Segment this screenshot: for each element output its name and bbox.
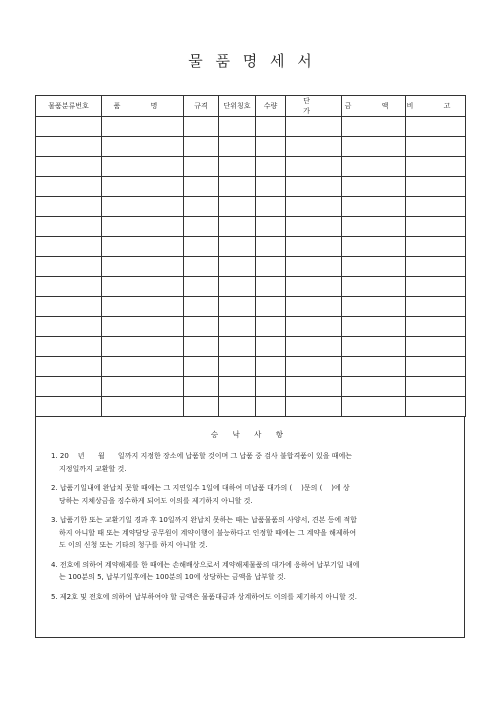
table-cell[interactable] bbox=[342, 157, 406, 177]
table-cell[interactable] bbox=[286, 357, 342, 377]
table-cell[interactable] bbox=[406, 397, 466, 417]
table-cell[interactable] bbox=[342, 117, 406, 137]
table-cell[interactable] bbox=[406, 317, 466, 337]
table-cell[interactable] bbox=[256, 297, 286, 317]
table-cell[interactable] bbox=[36, 117, 102, 137]
table-cell[interactable] bbox=[36, 197, 102, 217]
table-cell[interactable] bbox=[256, 357, 286, 377]
table-row bbox=[36, 297, 466, 317]
specification-form bbox=[35, 95, 465, 638]
table-cell[interactable] bbox=[36, 157, 102, 177]
table-cell[interactable] bbox=[219, 137, 256, 157]
table-cell[interactable] bbox=[184, 257, 219, 277]
table-cell[interactable] bbox=[36, 237, 102, 257]
clause-line: 도 이의 신청 또는 기타의 청구를 하지 아니할 것. bbox=[59, 541, 208, 549]
table-cell[interactable] bbox=[219, 197, 256, 217]
table-row bbox=[36, 157, 466, 177]
table-cell[interactable] bbox=[256, 177, 286, 197]
table-cell[interactable] bbox=[256, 137, 286, 157]
table-cell[interactable] bbox=[219, 157, 256, 177]
table-cell[interactable] bbox=[219, 357, 256, 377]
table-cell[interactable] bbox=[286, 177, 342, 197]
table-cell[interactable] bbox=[102, 377, 184, 397]
header-spec: 규격 bbox=[184, 96, 219, 117]
table-cell[interactable] bbox=[102, 357, 184, 377]
table-cell[interactable] bbox=[36, 337, 102, 357]
table-cell[interactable] bbox=[342, 197, 406, 217]
clause-line: 4. 전호에 의하여 계약해제를 한 때에는 손해배상으로서 계약해제물품의 대가에 응하여 납부기일 내에 bbox=[51, 560, 360, 569]
table-cell[interactable] bbox=[36, 137, 102, 157]
table-cell[interactable] bbox=[286, 377, 342, 397]
table-cell[interactable] bbox=[286, 237, 342, 257]
table-cell[interactable] bbox=[256, 197, 286, 217]
clause-line: 5. 제2호 및 전호에 의하여 납부하여야 할 금액은 물품대금과 상계하여도 이의를 제기하지 아니할 것. bbox=[51, 592, 358, 601]
terms-section bbox=[35, 417, 465, 638]
table-cell[interactable] bbox=[342, 377, 406, 397]
table-cell[interactable] bbox=[286, 297, 342, 317]
table-cell[interactable] bbox=[184, 117, 219, 137]
table-cell[interactable] bbox=[256, 157, 286, 177]
table-cell[interactable] bbox=[286, 137, 342, 157]
table-cell[interactable] bbox=[219, 117, 256, 137]
table-cell[interactable] bbox=[286, 277, 342, 297]
table-cell[interactable] bbox=[184, 277, 219, 297]
table-row bbox=[36, 337, 466, 357]
table-row bbox=[36, 217, 466, 237]
table-cell[interactable] bbox=[219, 177, 256, 197]
table-row bbox=[36, 197, 466, 217]
table-cell[interactable] bbox=[406, 137, 466, 157]
table-cell[interactable] bbox=[36, 177, 102, 197]
table-cell[interactable] bbox=[286, 217, 342, 237]
table-cell[interactable] bbox=[219, 317, 256, 337]
table-cell[interactable] bbox=[286, 397, 342, 417]
header-unit: 단위칭호 bbox=[219, 96, 256, 117]
table-cell[interactable] bbox=[342, 177, 406, 197]
table-cell[interactable] bbox=[342, 257, 406, 277]
table-cell[interactable] bbox=[102, 277, 184, 297]
table-cell[interactable] bbox=[184, 337, 219, 357]
table-cell[interactable] bbox=[256, 337, 286, 357]
table-cell[interactable] bbox=[184, 177, 219, 197]
page-title: 물 품 명 세 서 bbox=[188, 52, 316, 70]
table-cell[interactable] bbox=[184, 197, 219, 217]
table-cell[interactable] bbox=[406, 257, 466, 277]
table-cell[interactable] bbox=[184, 317, 219, 337]
table-cell[interactable] bbox=[286, 257, 342, 277]
table-row bbox=[36, 277, 466, 297]
table-cell[interactable] bbox=[102, 397, 184, 417]
table-cell[interactable] bbox=[102, 157, 184, 177]
table-cell[interactable] bbox=[406, 177, 466, 197]
header-row bbox=[36, 96, 466, 117]
clause-line: 하지 아니할 때 또는 계약담당 공무원이 계약이행이 불능하다고 인정할 때에는 그 계약을 해제하여 bbox=[59, 528, 357, 537]
table-cell[interactable] bbox=[102, 297, 184, 317]
table-cell[interactable] bbox=[102, 117, 184, 137]
table-cell[interactable] bbox=[406, 197, 466, 217]
table-cell[interactable] bbox=[219, 277, 256, 297]
table-cell[interactable] bbox=[184, 377, 219, 397]
table-cell[interactable] bbox=[342, 357, 406, 377]
table-cell[interactable] bbox=[406, 157, 466, 177]
table-cell[interactable] bbox=[342, 317, 406, 337]
table-cell[interactable] bbox=[36, 257, 102, 277]
table-cell[interactable] bbox=[102, 337, 184, 357]
table-row bbox=[36, 117, 466, 137]
clause-line: 당하는 지체상금을 징수하게 되어도 이의를 제기하지 아니할 것. bbox=[59, 496, 253, 505]
table-row bbox=[36, 377, 466, 397]
table-cell[interactable] bbox=[342, 277, 406, 297]
table-cell[interactable] bbox=[406, 377, 466, 397]
table-cell[interactable] bbox=[256, 257, 286, 277]
table-cell[interactable] bbox=[184, 297, 219, 317]
table-cell[interactable] bbox=[36, 317, 102, 337]
table-cell[interactable] bbox=[219, 217, 256, 237]
table-cell[interactable] bbox=[256, 377, 286, 397]
table-cell[interactable] bbox=[256, 397, 286, 417]
table-cell[interactable] bbox=[36, 377, 102, 397]
table-cell[interactable] bbox=[219, 377, 256, 397]
header-item-name: 품 명 bbox=[102, 96, 184, 117]
table-cell[interactable] bbox=[36, 297, 102, 317]
table-cell[interactable] bbox=[256, 217, 286, 237]
table-cell[interactable] bbox=[342, 297, 406, 317]
table-row bbox=[36, 357, 466, 377]
table-cell[interactable] bbox=[36, 277, 102, 297]
table-cell[interactable] bbox=[184, 217, 219, 237]
clause-5 bbox=[51, 591, 461, 604]
table-cell[interactable] bbox=[406, 217, 466, 237]
table-cell[interactable] bbox=[219, 297, 256, 317]
table-cell[interactable] bbox=[36, 357, 102, 377]
table-cell[interactable] bbox=[36, 217, 102, 237]
table-cell[interactable] bbox=[256, 117, 286, 137]
table-cell[interactable] bbox=[219, 237, 256, 257]
header-unit-price: 단 가 bbox=[286, 96, 342, 117]
terms-title: 승 낙 사 항 bbox=[210, 430, 290, 439]
table-cell[interactable] bbox=[256, 277, 286, 297]
items-table bbox=[35, 95, 466, 417]
table-cell[interactable] bbox=[184, 157, 219, 177]
table-cell[interactable] bbox=[36, 397, 102, 417]
table-cell[interactable] bbox=[406, 277, 466, 297]
header-amount: 금 액 bbox=[342, 96, 406, 117]
table-cell[interactable] bbox=[256, 237, 286, 257]
clause-line: 1. 20 년 월 일까지 지정한 장소에 납품할 것이며 그 납품 중 검사 불합격품이 있을 때에는 bbox=[51, 452, 353, 460]
table-cell[interactable] bbox=[406, 237, 466, 257]
table-cell[interactable] bbox=[286, 197, 342, 217]
table-cell[interactable] bbox=[219, 257, 256, 277]
table-cell[interactable] bbox=[406, 357, 466, 377]
table-row bbox=[36, 317, 466, 337]
table-cell[interactable] bbox=[342, 217, 406, 237]
table-cell[interactable] bbox=[342, 237, 406, 257]
table-cell[interactable] bbox=[286, 337, 342, 357]
table-cell[interactable] bbox=[342, 137, 406, 157]
table-row bbox=[36, 137, 466, 157]
table-cell[interactable] bbox=[102, 237, 184, 257]
table-cell[interactable] bbox=[256, 317, 286, 337]
table-body bbox=[36, 117, 466, 417]
table-cell[interactable] bbox=[406, 117, 466, 137]
table-cell[interactable] bbox=[184, 397, 219, 417]
table-cell[interactable] bbox=[219, 397, 256, 417]
table-cell[interactable] bbox=[219, 337, 256, 357]
table-cell[interactable] bbox=[406, 297, 466, 317]
table-cell[interactable] bbox=[102, 317, 184, 337]
clause-line: 는 100분의 5, 납부기일후에는 100분의 10에 상당하는 금액을 납부할 것. bbox=[59, 573, 286, 581]
table-cell[interactable] bbox=[184, 357, 219, 377]
table-row bbox=[36, 177, 466, 197]
table-cell[interactable] bbox=[342, 397, 406, 417]
clause-line: 2. 납품기일내에 완납치 못할 때에는 그 지연일수 1일에 대하여 미납품 대가의 ( )문의 ( )에 상 bbox=[51, 484, 350, 492]
table-cell[interactable] bbox=[286, 157, 342, 177]
table-cell[interactable] bbox=[406, 337, 466, 357]
table-cell[interactable] bbox=[102, 197, 184, 217]
table-cell[interactable] bbox=[102, 177, 184, 197]
table-cell[interactable] bbox=[286, 117, 342, 137]
table-cell[interactable] bbox=[286, 317, 342, 337]
table-cell[interactable] bbox=[102, 217, 184, 237]
clause-line: 지정일까지 교환할 것. bbox=[59, 464, 127, 473]
table-cell[interactable] bbox=[102, 137, 184, 157]
clause-3 bbox=[51, 514, 461, 552]
header-quantity: 수량 bbox=[256, 96, 286, 117]
header-remarks: 비 고 bbox=[406, 96, 466, 117]
clause-1 bbox=[51, 450, 461, 475]
clause-line: 3. 납품기한 또는 교환기일 경과 후 10일까지 완납치 못하는 때는 납품물품의 사양서, 견본 등에 적합 bbox=[51, 516, 357, 524]
table-cell[interactable] bbox=[342, 337, 406, 357]
terms-clauses bbox=[51, 450, 461, 610]
header-item-code: 물품분류번호 bbox=[36, 96, 102, 117]
table-row bbox=[36, 397, 466, 417]
clause-4 bbox=[51, 559, 461, 584]
clause-2 bbox=[51, 482, 461, 507]
table-cell[interactable] bbox=[102, 257, 184, 277]
table-row bbox=[36, 237, 466, 257]
table-cell[interactable] bbox=[184, 237, 219, 257]
table-row bbox=[36, 257, 466, 277]
table-cell[interactable] bbox=[184, 137, 219, 157]
